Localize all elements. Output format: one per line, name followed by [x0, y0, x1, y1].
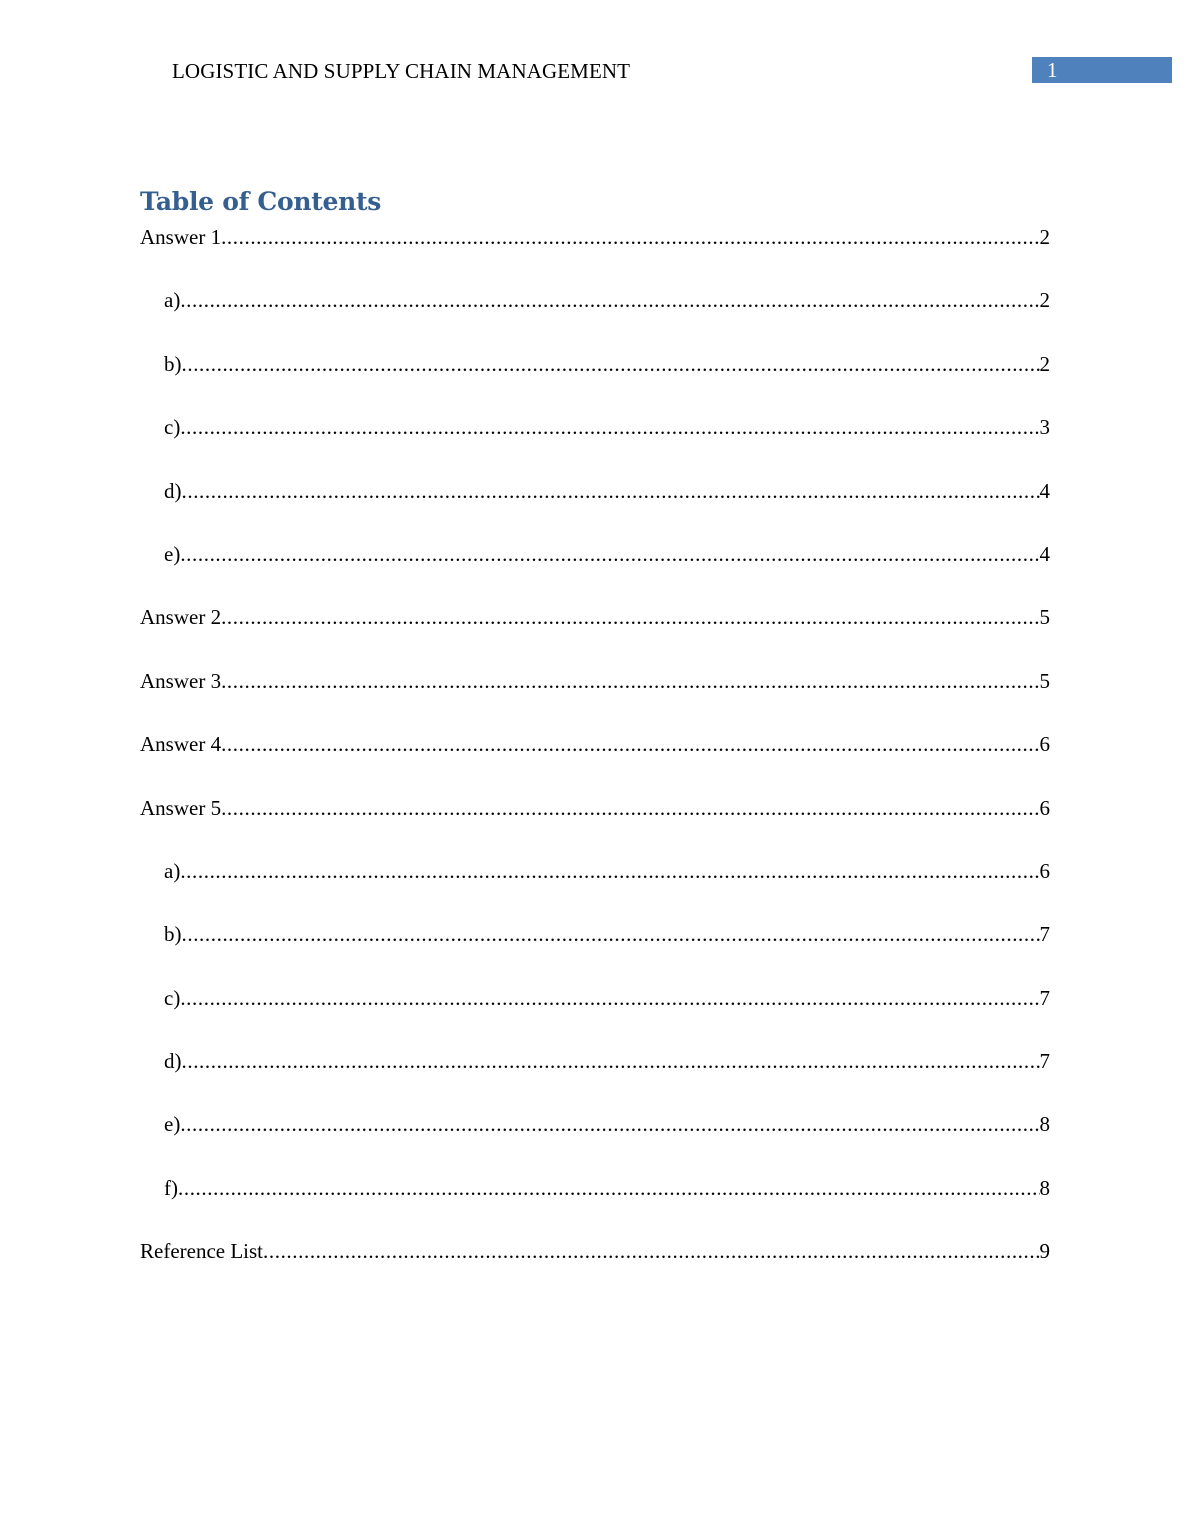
toc-entry-label: a) [164, 858, 181, 883]
toc-dot-leader [182, 477, 1040, 505]
toc-page-number: 2 [1039, 351, 1050, 376]
toc-dot-leader [180, 540, 1039, 568]
toc-page-number: 8 [1039, 1112, 1050, 1137]
toc-entry-label: f) [164, 1175, 178, 1200]
toc-page-number: 4 [1039, 478, 1050, 503]
toc-dot-leader [180, 286, 1039, 314]
toc-entry-label: d) [164, 1049, 182, 1074]
toc-entry-label: Reference List [140, 1239, 264, 1264]
toc-entry-label: b) [164, 351, 182, 376]
toc-entry-label: b) [164, 922, 182, 947]
toc-page-number: 7 [1039, 922, 1050, 947]
toc-entry[interactable] [140, 984, 1050, 1047]
toc-page-number: 4 [1039, 541, 1050, 566]
toc-dot-leader [221, 794, 1039, 822]
toc-dot-leader [182, 1047, 1040, 1075]
toc-entry[interactable] [140, 667, 1050, 730]
toc-page-number: 7 [1039, 1049, 1050, 1074]
toc-dot-leader [221, 667, 1039, 695]
toc-entry-label: Answer 5 [140, 795, 222, 820]
page-number-badge: 1 [1032, 57, 1172, 83]
table-of-contents [140, 223, 1050, 1301]
toc-dot-leader [221, 223, 1039, 251]
toc-page-number: 6 [1039, 795, 1050, 820]
toc-dot-leader [182, 920, 1040, 948]
toc-entry-label: d) [164, 478, 182, 503]
toc-entry-label: e) [164, 1112, 181, 1137]
toc-dot-leader [263, 1237, 1039, 1265]
toc-heading: Table of Contents [140, 187, 382, 216]
toc-page-number: 9 [1039, 1239, 1050, 1264]
toc-page-number: 5 [1039, 605, 1050, 630]
toc-dot-leader [178, 1174, 1040, 1202]
toc-page-number: 6 [1039, 858, 1050, 883]
toc-dot-leader [180, 857, 1039, 885]
toc-entry[interactable] [140, 603, 1050, 666]
toc-entry-label: a) [164, 288, 181, 313]
toc-entry-label: c) [164, 415, 181, 440]
toc-entry[interactable] [140, 477, 1050, 540]
toc-entry[interactable] [140, 1237, 1050, 1300]
toc-page-number: 2 [1039, 288, 1050, 313]
toc-entry[interactable] [140, 920, 1050, 983]
toc-entry-label: Answer 1 [140, 225, 222, 249]
toc-entry[interactable] [140, 1047, 1050, 1110]
toc-dot-leader [180, 984, 1039, 1012]
toc-entry[interactable] [140, 794, 1050, 857]
toc-page-number: 5 [1039, 668, 1050, 693]
toc-entry[interactable] [140, 540, 1050, 603]
toc-page-number: 6 [1039, 732, 1050, 757]
toc-dot-leader [182, 350, 1040, 378]
toc-entry-label: Answer 3 [140, 668, 222, 693]
toc-entry-label: Answer 2 [140, 605, 222, 630]
toc-dot-leader [180, 413, 1039, 441]
toc-page-number: 3 [1039, 415, 1050, 440]
running-header-title: LOGISTIC AND SUPPLY CHAIN MANAGEMENT [172, 59, 631, 83]
toc-entry[interactable] [140, 350, 1050, 413]
toc-dot-leader [221, 603, 1039, 631]
toc-page-number: 8 [1039, 1175, 1050, 1200]
toc-entry-label: Answer 4 [140, 732, 222, 757]
toc-entry[interactable] [140, 1174, 1050, 1237]
toc-entry[interactable] [140, 1110, 1050, 1173]
toc-dot-leader [221, 730, 1039, 758]
toc-entry[interactable] [140, 730, 1050, 793]
toc-entry[interactable] [140, 857, 1050, 920]
toc-entry[interactable] [140, 413, 1050, 476]
toc-dot-leader [180, 1110, 1039, 1138]
toc-page-number: 2 [1039, 225, 1050, 249]
toc-entry-label: e) [164, 541, 181, 566]
toc-page-number: 7 [1039, 985, 1050, 1010]
toc-entry-label: c) [164, 985, 181, 1010]
toc-entry[interactable] [140, 223, 1050, 286]
toc-entry[interactable] [140, 286, 1050, 349]
